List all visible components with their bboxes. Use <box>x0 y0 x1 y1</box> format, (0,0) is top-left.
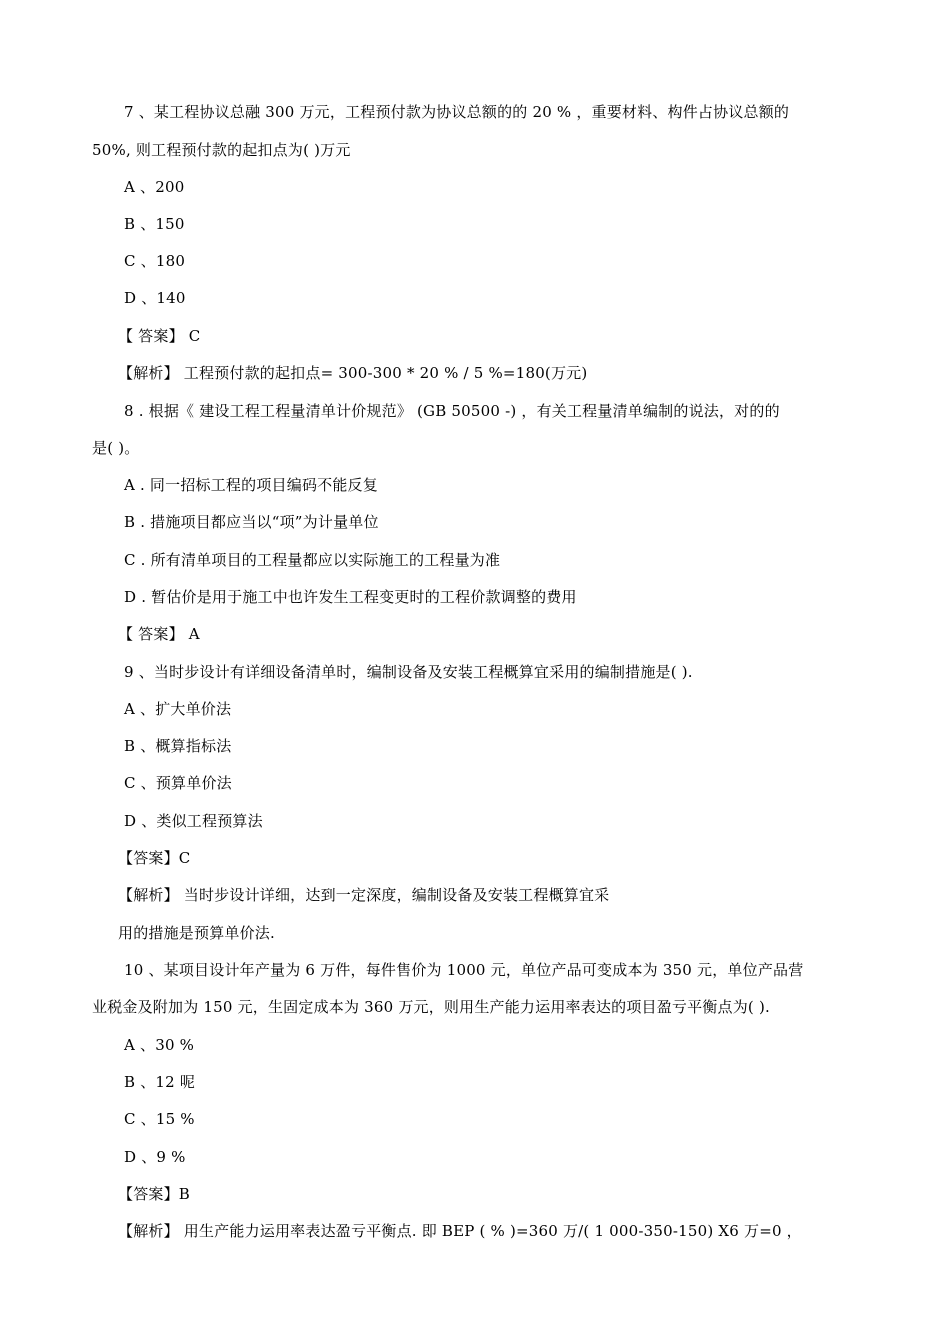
q7-analysis: 【解析】 工程预付款的起扣点= 300-300 * 20 % / 5 %=180(万元) <box>118 364 588 382</box>
q8-stem-line1: 8 . 根据《 建设工程工程量清单计价规范》 (GB 50500 -) ，有关工程量清单编制的说法，对的的 <box>124 402 780 420</box>
q10-option-c: C 、15 % <box>124 1110 195 1128</box>
q7-option-a: A 、200 <box>124 178 185 196</box>
q7-option-c: C 、180 <box>124 252 186 270</box>
q10-stem-line1: 10 、某项目设计年产量为 6 万件，每件售价为 1000 元，单位产品可变成本为 350 元，单位产品营 <box>124 961 804 979</box>
q10-option-b: B 、12 呢 <box>124 1073 196 1091</box>
q10-answer: 【答案】B <box>118 1185 191 1203</box>
q8-option-b: B . 措施项目都应当以“项”为计量单位 <box>124 513 379 531</box>
q8-option-d: D . 暂估价是用于施工中也许发生工程变更时的工程价款调整的费用 <box>124 588 577 606</box>
q10-option-d: D 、9 % <box>124 1148 186 1166</box>
q10-stem-line2: 业税金及附加为 150 元，生固定成本为 360 万元，则用生产能力运用率表达的项目盈亏平衡点为( ). <box>92 998 770 1016</box>
q7-stem-line1: 7 、某工程协议总融 300 万元，工程预付款为协议总额的的 20 % ，重要材料、构件占协议总额的 <box>124 103 790 121</box>
q9-option-b: B 、概算指标法 <box>124 737 232 755</box>
q7-stem-line2: 50%, 则工程预付款的起扣点为( )万元 <box>92 141 351 159</box>
q9-analysis-line2: 用的措施是预算单价法. <box>118 924 275 942</box>
q9-option-c: C 、预算单价法 <box>124 774 232 792</box>
q8-option-a: A . 同一招标工程的项目编码不能反复 <box>124 476 378 494</box>
q9-analysis-line1: 【解析】 当时步设计详细，达到一定深度，编制设备及安装工程概算宜采 <box>118 886 610 904</box>
q9-option-d: D 、类似工程预算法 <box>124 812 263 830</box>
q10-option-a: A 、30 % <box>124 1036 195 1054</box>
q7-answer: 【 答案】 C <box>118 327 201 345</box>
q8-option-c: C . 所有清单项目的工程量都应以实际施工的工程量为准 <box>124 551 501 569</box>
q10-analysis: 【解析】 用生产能力运用率表达盈亏平衡点. 即 BEP ( % )=360 万/( 1 000-350-150) X6 万=0 ， <box>118 1222 802 1240</box>
q8-answer: 【 答案】 A <box>118 625 200 643</box>
q9-stem-line1: 9 、当时步设计有详细设备清单时，编制设备及安装工程概算宜采用的编制措施是( ). <box>124 663 693 681</box>
q9-answer: 【答案】C <box>118 849 191 867</box>
q9-option-a: A 、扩大单价法 <box>124 700 232 718</box>
q7-option-d: D 、140 <box>124 289 186 307</box>
q8-stem-line2: 是( )。 <box>92 439 140 457</box>
q7-option-b: B 、150 <box>124 215 185 233</box>
